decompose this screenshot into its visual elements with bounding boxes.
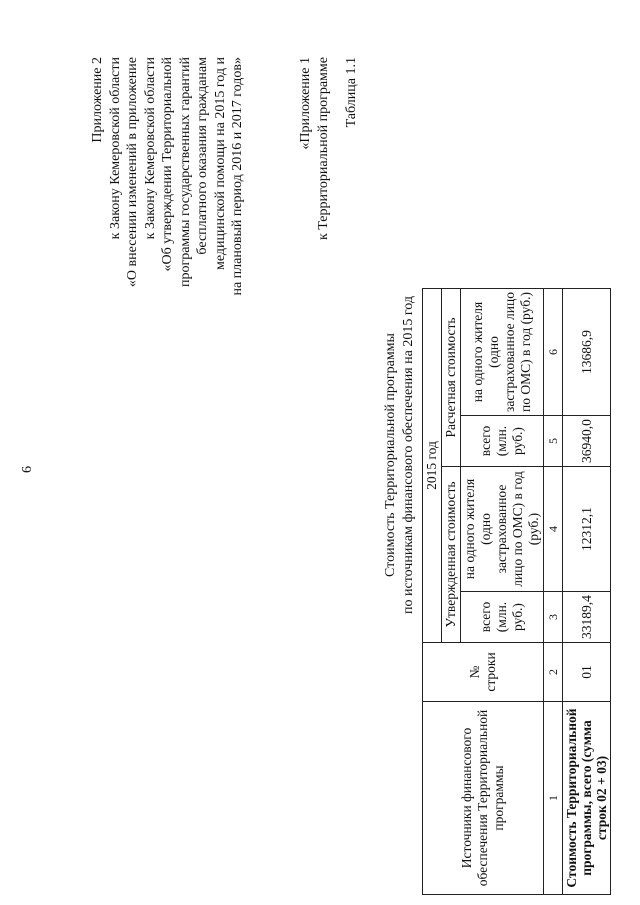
appendix-2-line: на плановый период 2016 и 2017 годов»: [230, 57, 245, 296]
appendix-2-line: «О внесении изменений в приложение: [125, 57, 140, 288]
header-approved-total: всего (млн. руб.): [461, 592, 544, 643]
header-row-number: № строки: [423, 643, 544, 702]
appendix-2-line: «Об утверждении Территориальной: [160, 57, 175, 272]
estimated-per-resident-value: 13686,9: [563, 289, 611, 416]
table-row: [563, 289, 611, 895]
column-index: 4: [544, 467, 563, 592]
title-line-1: Стоимость Территориальной программы: [383, 333, 398, 577]
cost-table: [422, 288, 611, 895]
appendix-2-line: бесплатного оказания гражданам: [195, 57, 210, 255]
page-number: 6: [20, 466, 35, 473]
column-index: 3: [544, 592, 563, 643]
column-index: 2: [544, 643, 563, 702]
appendix-2-line: Приложение 2: [90, 57, 105, 143]
header-approved-cost: Утвержденная стоимость: [442, 467, 461, 643]
title-line-2: по источникам финансового обеспечения на 2015 год: [401, 296, 416, 614]
column-index: 5: [544, 416, 563, 467]
table-label: Таблица 1.1: [344, 57, 359, 128]
approved-total-value: 33189,4: [563, 592, 611, 643]
document-title: [382, 175, 418, 735]
header-estimated-total: всего (млн. руб.): [461, 416, 544, 467]
header-approved-per-resident: на одного жителя (одно застрахованное лицо по ОМС) в год (руб.): [461, 467, 544, 592]
appendix-2-line: медицинской помощи на 2015 год и: [212, 57, 228, 270]
appendix-1-line: к Территориальной программе: [315, 57, 331, 241]
appendix-2-line: программы государственных гарантий: [177, 57, 193, 288]
approved-per-resident-value: 12312,1: [563, 467, 611, 592]
column-index: 6: [544, 289, 563, 416]
appendix-2-line: к Закону Кемеровской области: [142, 57, 158, 240]
column-index: 1: [544, 702, 563, 895]
header-source: Источники финансового обеспечения Территориальной программы: [423, 702, 544, 895]
header-year: 2015 год: [423, 289, 442, 643]
appendix-1-header: [297, 57, 332, 357]
appendix-2-header: [89, 57, 247, 357]
header-estimated-cost: Расчетная стоимость: [442, 289, 461, 467]
appendix-2-line: к Закону Кемеровской области: [107, 57, 123, 240]
estimated-total-value: 36940,0: [563, 416, 611, 467]
header-estimated-per-resident: на одного жителя (одно застрахованное лицо по ОМС) в год (руб.): [461, 289, 544, 416]
row-number: 01: [563, 643, 611, 702]
appendix-1-line: «Приложение 1: [298, 57, 313, 150]
row-label: Стоимость Территориальной программы, всего (сумма строк 02 + 03): [563, 702, 611, 895]
